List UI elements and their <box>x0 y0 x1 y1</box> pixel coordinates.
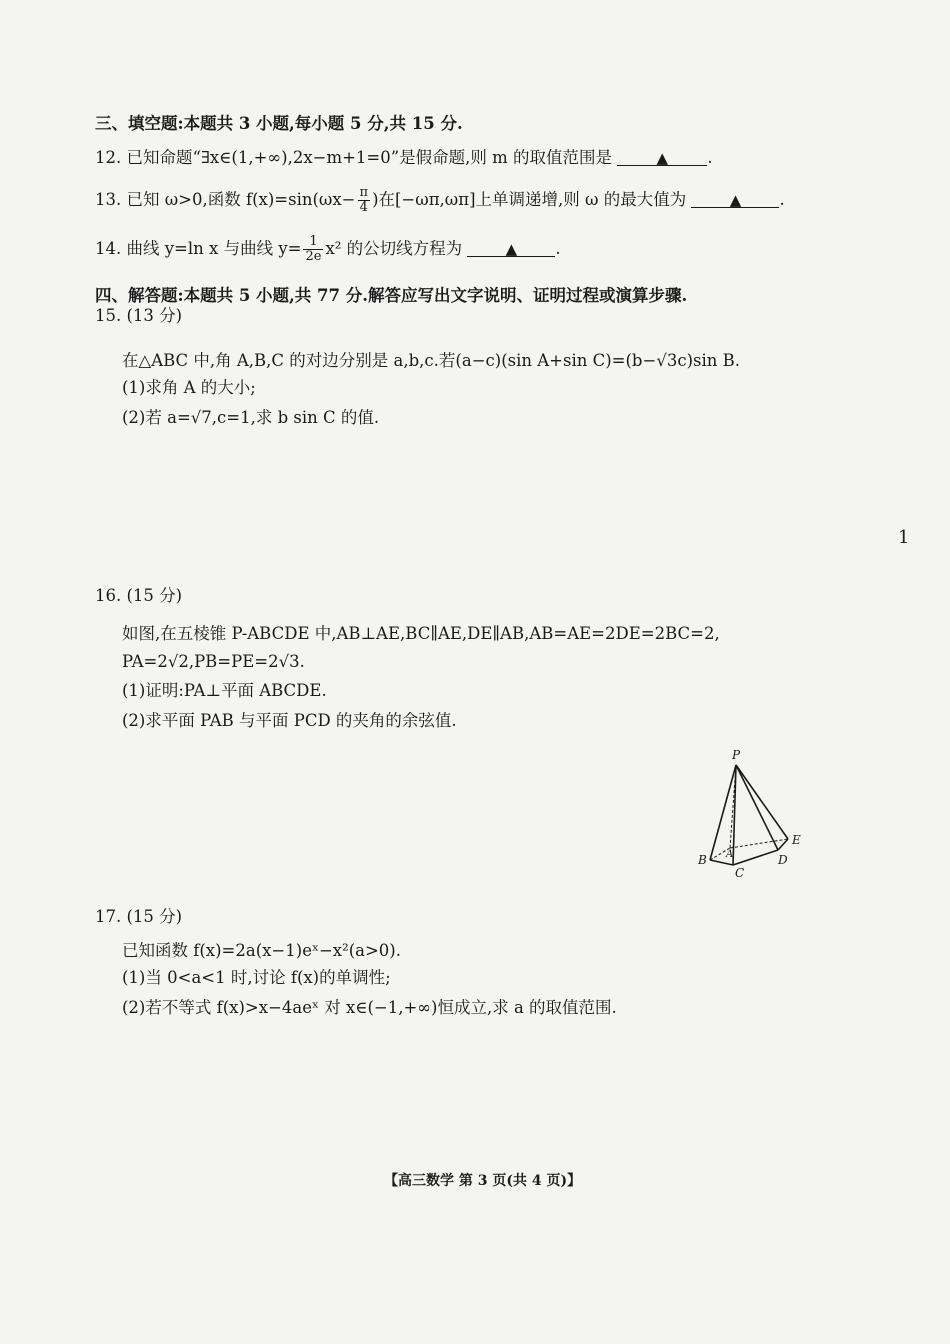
fraction-1-over-2e <box>303 235 323 264</box>
q16-part1: (1)证明:PA⊥平面 ABCDE. <box>122 681 327 700</box>
q16-stem-line1: 如图,在五棱锥 P-ABCDE 中,AB⊥AE,BC∥AE,DE∥AB,AB=AE=2DE=2BC=2, <box>122 624 720 643</box>
edge-ae-hidden <box>730 839 788 848</box>
label-p: P <box>732 748 741 762</box>
edge-pd <box>736 765 778 850</box>
q17-stem: 已知函数 f(x)=2a(x−1)eˣ−x²(a>0). <box>122 941 401 960</box>
q17-part1: (1)当 0<a<1 时,讨论 f(x)的单调性; <box>122 968 391 987</box>
answer-blank-14 <box>467 238 555 257</box>
answer-blank-12 <box>617 147 707 166</box>
q16-part2: (2)求平面 PAB 与平面 PCD 的夹角的余弦值. <box>122 711 457 730</box>
edge-bc <box>710 860 733 865</box>
q17-part2: (2)若不等式 f(x)>x−4aeˣ 对 x∈(−1,+∞)恒成立,求 a 的取值范围. <box>122 998 617 1017</box>
frac-den: 4 <box>359 200 368 215</box>
frac-num: 1 <box>303 235 323 250</box>
label-d: D <box>778 853 788 867</box>
question-12-text: 12. 已知命题“∃x∈(1,+∞),2x−m+1=0”是假命题,则 m 的取值范围是 <box>95 148 613 167</box>
pyramid-figure <box>690 740 830 880</box>
edge-pe <box>736 765 788 839</box>
q15-part1: (1)求角 A 的大小; <box>122 378 256 397</box>
question-13-pre: 13. 已知 ω>0,函数 f(x)=sin(ωx− <box>95 190 356 209</box>
question-14-pre: 14. 曲线 y=ln x 与曲线 y= <box>95 239 302 258</box>
triangle-icon: ▲ <box>656 149 669 167</box>
q15-stem: 在△ABC 中,角 A,B,C 的对边分别是 a,b,c.若(a−c)(sin A+sin C)=(b−√3c)sin B. <box>122 351 740 370</box>
label-e: E <box>792 833 801 847</box>
fraction-pi-over-4 <box>358 186 371 215</box>
page-footer: 【高三数学 第 3 页(共 4 页)】 <box>384 1173 582 1189</box>
edge-cd <box>733 850 778 865</box>
question-14 <box>95 235 561 264</box>
triangle-icon: ▲ <box>505 240 518 258</box>
question-14-post: x² 的公切线方程为 <box>325 239 463 258</box>
side-page-number: 1 <box>898 527 910 548</box>
q16-stem-line2: PA=2√2,PB=PE=2√3. <box>122 652 305 671</box>
label-c: C <box>735 866 745 880</box>
q15-heading: 15. (13 分) <box>95 306 183 325</box>
section-3-heading: 三、填空题:本题共 3 小题,每小题 5 分,共 15 分. <box>95 114 463 133</box>
q17-heading: 17. (15 分) <box>95 907 183 926</box>
label-b: B <box>698 853 707 867</box>
triangle-icon: ▲ <box>729 191 742 209</box>
section-4-heading: 四、解答题:本题共 5 小题,共 77 分.解答应写出文字说明、证明过程或演算步骤. <box>95 286 688 305</box>
frac-den: 2e <box>305 249 322 264</box>
q15-part2: (2)若 a=√7,c=1,求 b sin C 的值. <box>122 408 380 427</box>
q16-heading: 16. (15 分) <box>95 586 183 605</box>
question-12 <box>95 147 713 169</box>
period: . <box>707 148 713 167</box>
period: . <box>555 239 561 258</box>
frac-num: π <box>359 185 369 200</box>
period: . <box>779 190 785 209</box>
question-13-post: )在[−ωπ,ωπ]上单调递增,则 ω 的最大值为 <box>372 190 687 209</box>
label-a: A <box>726 849 734 860</box>
answer-blank-13 <box>691 189 779 208</box>
question-13 <box>95 186 785 215</box>
